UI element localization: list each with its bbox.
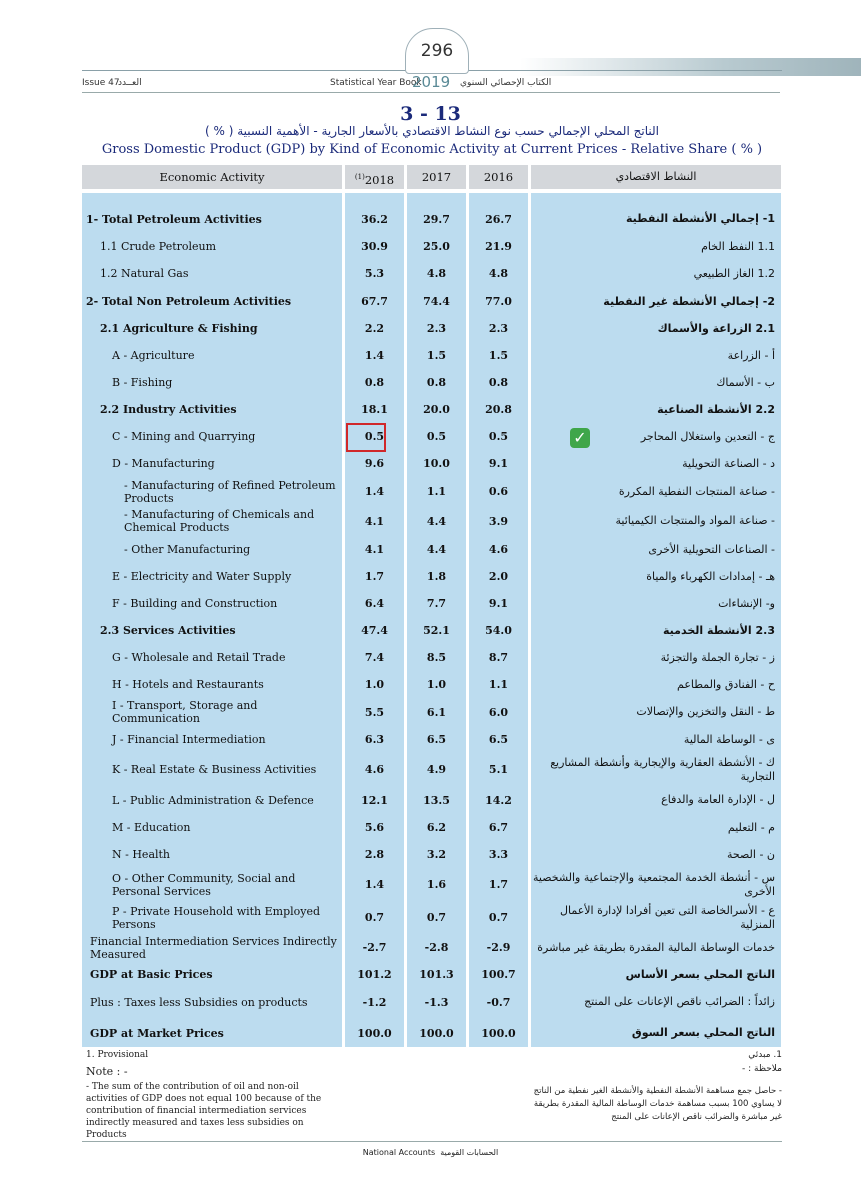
row-value-2016: 20.8 [485, 403, 512, 416]
provisional-note-marker: (1) [354, 173, 365, 181]
table-row [82, 814, 781, 841]
row-value-2017: 8.5 [426, 651, 447, 664]
row-activity: 2- Total Non Petroleum Activities [86, 295, 292, 308]
row-value-2018: 0.5 [364, 430, 385, 443]
column-header-activity: Economic Activity [82, 165, 342, 189]
row-activity: F - Building and Construction [112, 597, 278, 610]
row-value-2016: 26.7 [485, 212, 512, 226]
row-activity-ar: الناتج المحلي بسعر الأساس [625, 967, 775, 981]
row-value-2017: 4.8 [426, 267, 447, 280]
row-activity-ar: ل - الإدارة العامة والدفاع [661, 793, 775, 806]
row-activity: 2.2 Industry Activities [100, 403, 237, 416]
table-row [82, 233, 781, 260]
row-value-2017: 1.0 [426, 678, 447, 691]
row-value-2017: 1.8 [426, 570, 447, 583]
footnote-text-ar: - حاصل جمع مساهمة الأنشطة النفطية والأنشطة الغير نفطية من الناتج لا يساوي 100 بسبب مساهمة خدمات الوساطة المالية المقدرة بطريقة غير مباشرة والضرائب ناقص الإعانات على المنتج [533, 1086, 782, 1122]
row-value-2017: 4.4 [426, 514, 447, 528]
book-year: 2019 [412, 73, 451, 91]
row-value-2018: 30.9 [361, 240, 388, 253]
row-activity: - Manufacturing of Refined Petroleum Products [124, 478, 336, 505]
table-title-ar: الناتج المحلي الإجمالي حسب نوع النشاط الاقتصادي بالأسعار الجارية - الأهمية النسبية ( % ) [205, 124, 659, 138]
row-value-2018: 1.4 [364, 349, 385, 362]
row-value-2016: 2.0 [488, 570, 509, 583]
check-mark-icon: ✓ [570, 428, 590, 448]
row-value-2017: 3.2 [426, 848, 447, 861]
row-value-2018: -2.7 [362, 941, 387, 954]
table-row [82, 205, 781, 233]
row-activity-ar: 2.2 الأنشطة الصناعية [657, 402, 775, 416]
issue-label: Issue 47 [82, 78, 120, 88]
footnote-provisional-ar: 1. مبدئي [748, 1050, 782, 1060]
table-row [82, 369, 781, 396]
row-activity-ar: ح - الفنادق والمطاعم [677, 677, 775, 691]
row-value-2018: 6.3 [364, 733, 385, 746]
row-activity: K - Real Estate & Business Activities [112, 763, 317, 776]
row-value-2017: 52.1 [423, 624, 450, 637]
row-value-2017: 13.5 [423, 793, 450, 807]
footnote-note-label-ar: ملاحظة : - [742, 1064, 782, 1074]
row-activity: L - Public Administration & Defence [112, 793, 314, 807]
row-value-2016: 3.9 [488, 514, 509, 528]
row-activity-ar: - صناعة المواد والمنتجات الكيميائية [615, 514, 775, 527]
table-row [82, 753, 781, 786]
row-value-2016: 4.8 [488, 267, 509, 280]
row-value-2017: 7.7 [426, 597, 447, 610]
table-row [82, 671, 781, 698]
row-activity-ar: ى - الوساطة المالية [683, 732, 775, 746]
row-activity: GDP at Market Prices [90, 1026, 224, 1040]
header-separator [82, 92, 780, 93]
table-row [82, 590, 781, 617]
table-row [82, 563, 781, 590]
row-activity-ar: 2.1 الزراعة والأسماك [657, 321, 775, 335]
row-value-2017: 2.3 [426, 322, 447, 335]
table-row [82, 260, 781, 287]
row-value-2017: 101.3 [419, 968, 454, 981]
row-activity: P - Private Household with Employed Persons [112, 904, 321, 931]
table-row [82, 423, 781, 450]
row-value-2018: 101.2 [357, 968, 392, 981]
table-row [82, 698, 781, 726]
table-row [82, 988, 781, 1016]
footer-section-en: National Accounts [362, 1148, 436, 1157]
table-row [82, 726, 781, 753]
row-value-2018: 5.6 [364, 821, 385, 834]
row-value-2017: 6.2 [426, 821, 447, 834]
footer-section [0, 1148, 861, 1157]
row-value-2018: 7.4 [364, 651, 385, 664]
row-value-2017: 0.5 [426, 430, 447, 443]
row-value-2016: 0.6 [488, 485, 509, 498]
row-value-2017: 1.5 [426, 349, 447, 362]
row-value-2017: 20.0 [423, 403, 450, 416]
row-value-2017: 6.5 [426, 733, 447, 746]
row-value-2018: 0.8 [364, 376, 385, 389]
table-row [82, 617, 781, 644]
table-row [82, 342, 781, 369]
row-activity: - Other Manufacturing [124, 543, 251, 556]
row-value-2018: 18.1 [361, 403, 388, 416]
row-value-2016: 9.1 [488, 597, 509, 610]
row-value-2018: 67.7 [361, 295, 388, 308]
row-activity: - Manufacturing of Chemicals and Chemical Products [124, 508, 315, 534]
row-activity-ar: - الصناعات التحويلية الأخرى [648, 542, 775, 556]
row-value-2016: -2.9 [486, 941, 511, 954]
row-value-2016: 6.7 [488, 821, 509, 834]
row-value-2017: 6.1 [426, 705, 447, 719]
row-value-2016: 100.0 [481, 1026, 516, 1040]
row-activity: I - Transport, Storage and Communication [112, 699, 258, 725]
row-value-2016: 1.5 [488, 349, 509, 362]
book-title: Statistical Year Book [330, 78, 422, 88]
column-header-activity-ar: النشاط الاقتصادي [531, 165, 781, 189]
row-activity: J - Financial Intermediation [112, 733, 266, 746]
row-value-2017: 100.0 [419, 1026, 454, 1040]
table-row [82, 315, 781, 342]
row-value-2016: 77.0 [485, 295, 512, 308]
table-row [82, 396, 781, 423]
row-activity-ar: - صناعة المنتجات النفطية المكررة [618, 484, 775, 498]
row-value-2016: 6.5 [488, 733, 509, 746]
table-row [82, 934, 781, 961]
row-value-2018: 2.2 [364, 322, 385, 335]
row-activity: D - Manufacturing [112, 457, 215, 470]
row-activity-ar: خدمات الوساطة المالية المقدرة بطريقة غير مباشرة [537, 940, 775, 954]
row-value-2018: 1.0 [364, 678, 385, 691]
row-activity-ar: 1- إجمالي الأنشطة النفطية [625, 212, 775, 225]
row-value-2018: -1.2 [362, 995, 387, 1009]
row-activity: 2.3 Services Activities [100, 624, 236, 637]
footnote-text: - The sum of the contribution of oil and non-oil activities of GDP does not equal 100 because of the contribution of financial intermediation services indirectly measured and taxes less subsidies on Products [86, 1082, 322, 1140]
footer-section-ar: الحسابات القومية [440, 1148, 499, 1157]
row-value-2016: -0.7 [486, 995, 511, 1009]
row-activity-ar: 2.3 الأنشطة الخدمية [663, 623, 775, 637]
row-activity: C - Mining and Quarrying [112, 430, 256, 443]
row-value-2016: 4.6 [488, 543, 509, 556]
row-value-2017: 25.0 [423, 240, 450, 253]
book-title-ar: الكتاب الإحصائي السنوي [460, 78, 552, 88]
row-value-2017: 74.4 [423, 295, 450, 308]
row-activity-ar: م - التعليم [727, 820, 775, 834]
row-value-2018: 4.1 [364, 543, 385, 556]
row-value-2018: 5.5 [364, 705, 385, 719]
row-value-2016: 2.3 [488, 322, 509, 335]
row-value-2017: -2.8 [424, 941, 449, 954]
table-row [82, 536, 781, 563]
row-activity-ar: 1.1 النفط الخام [701, 239, 775, 253]
row-activity-ar: ن - الصحة [727, 847, 775, 861]
row-activity-ar: ك - الأنشطة العقارية والإيجارية وأنشطة المشاريع التجارية [550, 755, 775, 783]
row-value-2016: 0.7 [488, 911, 509, 924]
table-row [82, 1018, 781, 1048]
table-row [82, 450, 781, 477]
table-row [82, 477, 781, 506]
table-row [82, 786, 781, 814]
row-value-2016: 100.7 [481, 968, 516, 981]
column-header-2017: 2017 [407, 165, 466, 189]
row-value-2017: 4.4 [426, 543, 447, 556]
highlight-box [346, 423, 386, 452]
row-activity-ar: زائداً : الضرائب ناقص الإعانات على المنتج [584, 995, 775, 1008]
row-activity: M - Education [112, 821, 191, 834]
row-value-2018: 100.0 [357, 1026, 392, 1040]
header-stripe [520, 58, 861, 76]
row-activity: N - Health [112, 848, 171, 861]
row-value-2018: 12.1 [361, 793, 388, 807]
row-value-2016: 0.8 [488, 376, 509, 389]
table-row [82, 868, 781, 901]
row-value-2018: 1.4 [364, 878, 385, 891]
row-activity: A - Agriculture [112, 349, 195, 362]
row-value-2017: 1.6 [426, 878, 447, 891]
row-value-2018: 47.4 [361, 624, 388, 637]
row-value-2017: 0.7 [426, 911, 447, 924]
table-row [82, 506, 781, 536]
table-row [82, 841, 781, 868]
row-activity: E - Electricity and Water Supply [112, 570, 292, 583]
column-header-2018 [345, 165, 404, 189]
row-value-2018: 1.4 [364, 485, 385, 498]
row-value-2017: -1.3 [424, 995, 449, 1009]
row-activity: 1.2 Natural Gas [100, 267, 189, 280]
row-value-2018: 0.7 [364, 911, 385, 924]
row-value-2018: 2.8 [364, 848, 385, 861]
row-value-2018: 4.1 [364, 514, 385, 528]
row-value-2016: 14.2 [485, 793, 512, 807]
row-value-2018: 1.7 [364, 570, 385, 583]
row-value-2016: 0.5 [488, 430, 509, 443]
row-value-2016: 1.1 [488, 678, 509, 691]
row-activity-ar: أ - الزراعة [727, 348, 775, 362]
row-activity: H - Hotels and Restaurants [112, 678, 264, 691]
row-activity-ar: ج - التعدين واستغلال المحاجر [640, 429, 775, 443]
row-activity: G - Wholesale and Retail Trade [112, 651, 286, 664]
row-activity: GDP at Basic Prices [90, 968, 213, 981]
row-activity: 1.1 Crude Petroleum [100, 240, 217, 253]
row-value-2016: 1.7 [488, 878, 509, 891]
row-activity-ar: د - الصناعة التحويلية [682, 456, 775, 470]
footnote-note-label: Note : - [86, 1065, 128, 1078]
row-value-2018: 5.3 [364, 267, 385, 280]
row-activity: B - Fishing [112, 376, 173, 389]
row-activity-ar: الناتج المحلي بسعر السوق [631, 1026, 775, 1039]
footer-line [82, 1141, 782, 1142]
row-value-2016: 3.3 [488, 848, 509, 861]
column-header-2016: 2016 [469, 165, 528, 189]
row-value-2018: 9.6 [364, 457, 385, 470]
row-value-2016: 54.0 [485, 624, 512, 637]
row-value-2016: 21.9 [485, 240, 512, 253]
row-activity-ar: ط - النقل والتخزين والإتصالات [636, 705, 775, 718]
row-activity-ar: ع - الأسرالخاصة التى تعين أفرادا لإدارة الأعمال المنزلية [560, 903, 775, 931]
row-activity-ar: و- الإنشاءات [718, 596, 775, 610]
row-value-2018: 6.4 [364, 597, 385, 610]
row-value-2017: 0.8 [426, 376, 447, 389]
table-row [82, 901, 781, 934]
column-header-2018-label: 2018 [364, 172, 395, 187]
row-activity: 2.1 Agriculture & Fishing [100, 322, 258, 335]
row-value-2017: 4.9 [426, 763, 447, 776]
row-value-2017: 10.0 [423, 457, 450, 470]
row-value-2018: 4.6 [364, 763, 385, 776]
row-activity: 1- Total Petroleum Activities [86, 212, 262, 226]
row-activity-ar: 1.2 الغاز الطبيعي [693, 266, 775, 280]
row-value-2017: 29.7 [423, 212, 450, 226]
table-title-en: Gross Domestic Product (GDP) by Kind of Economic Activity at Current Prices - Relative Share ( % ) [101, 142, 763, 157]
table-row [82, 288, 781, 315]
row-activity-ar: ب - الأسماك [716, 375, 775, 389]
footnote-provisional: 1. Provisional [86, 1050, 149, 1060]
row-value-2016: 5.1 [488, 763, 509, 776]
row-activity-ar: س - أنشطة الخدمة المجتمعية والإجتماعية والشخصية الأخرى [532, 870, 775, 898]
row-value-2016: 6.0 [488, 705, 509, 719]
table-row [82, 961, 781, 988]
row-activity: O - Other Community, Social and Personal Services [112, 871, 296, 898]
row-activity: Plus : Taxes less Subsidies on products [90, 995, 308, 1009]
issue-label-ar: العــدد [118, 78, 142, 88]
row-value-2016: 9.1 [488, 457, 509, 470]
table-row [82, 644, 781, 671]
row-value-2017: 1.1 [426, 485, 447, 498]
row-activity-ar: هـ - إمدادات الكهرباء والمياة [646, 569, 775, 583]
page-number: 296 [405, 28, 469, 74]
row-value-2016: 8.7 [488, 651, 509, 664]
row-activity-ar: 2- إجمالي الأنشطة غير النفطية [603, 294, 775, 308]
row-value-2018: 36.2 [361, 212, 388, 226]
row-activity-ar: ز - تجارة الجملة والتجزئة [660, 650, 775, 664]
table-number: 3 - 13 [400, 103, 461, 125]
row-activity: Financial Intermediation Services Indirectly Measured [90, 934, 337, 961]
